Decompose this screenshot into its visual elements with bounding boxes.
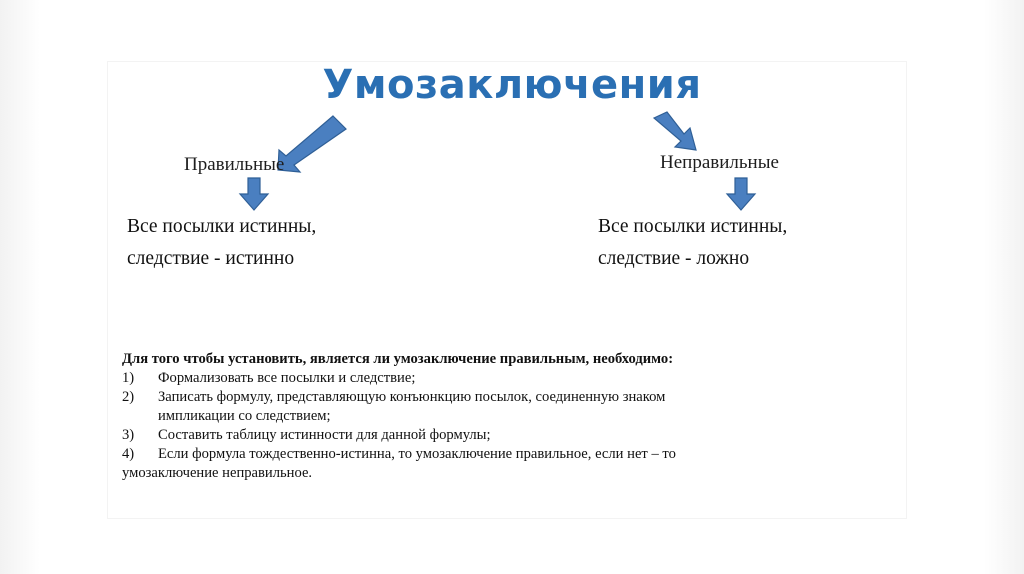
statement-correct-line1: Все посылки истинны, [127,216,317,237]
rules-heading: Для того чтобы установить, является ли умозаключение правильным, необходимо: [122,351,674,367]
rules-item-text: Записать формулу, представляющую конъюнкцию посылок, соединенную знаком [158,389,666,405]
rules-item-number: 1) [122,370,135,386]
rules-item-text: Составить таблицу истинности для данной формулы; [158,427,491,443]
arrow-title-to-left-icon [278,116,346,172]
rules-item-text: Если формула тождественно-истинна, то умозаключение правильное, если нет – то [158,446,676,462]
rules-item-4-continued: умозаключение неправильное. [122,465,313,481]
rules-item-number: 3) [122,427,135,443]
rules-item-1 [122,369,882,388]
statement-incorrect [598,211,787,275]
arrow-title-to-right-icon [654,112,696,150]
diagram-title: Умозаключения [322,62,702,108]
rules-item-text: импликации со следствием; [158,408,331,424]
rules-item-number: 4) [122,446,135,462]
arrow-down-left-icon [240,178,268,210]
rules-item-4 [122,445,882,464]
rules-block [122,350,882,483]
statement-incorrect-line2: следствие - ложно [598,248,750,269]
statement-correct [127,211,316,275]
branch-label-correct: Правильные [184,154,285,175]
statement-correct-line2: следствие - истинно [127,248,295,269]
arrow-down-right-icon [727,178,755,210]
rules-item-text: Формализовать все посылки и следствие; [158,370,416,386]
rules-item-3 [122,426,882,445]
rules-item-2-continued [122,407,882,426]
rules-item-2 [122,388,882,407]
statement-incorrect-line1: Все посылки истинны, [598,216,788,237]
branch-label-incorrect: Неправильные [660,152,779,173]
rules-item-number: 2) [122,389,135,405]
